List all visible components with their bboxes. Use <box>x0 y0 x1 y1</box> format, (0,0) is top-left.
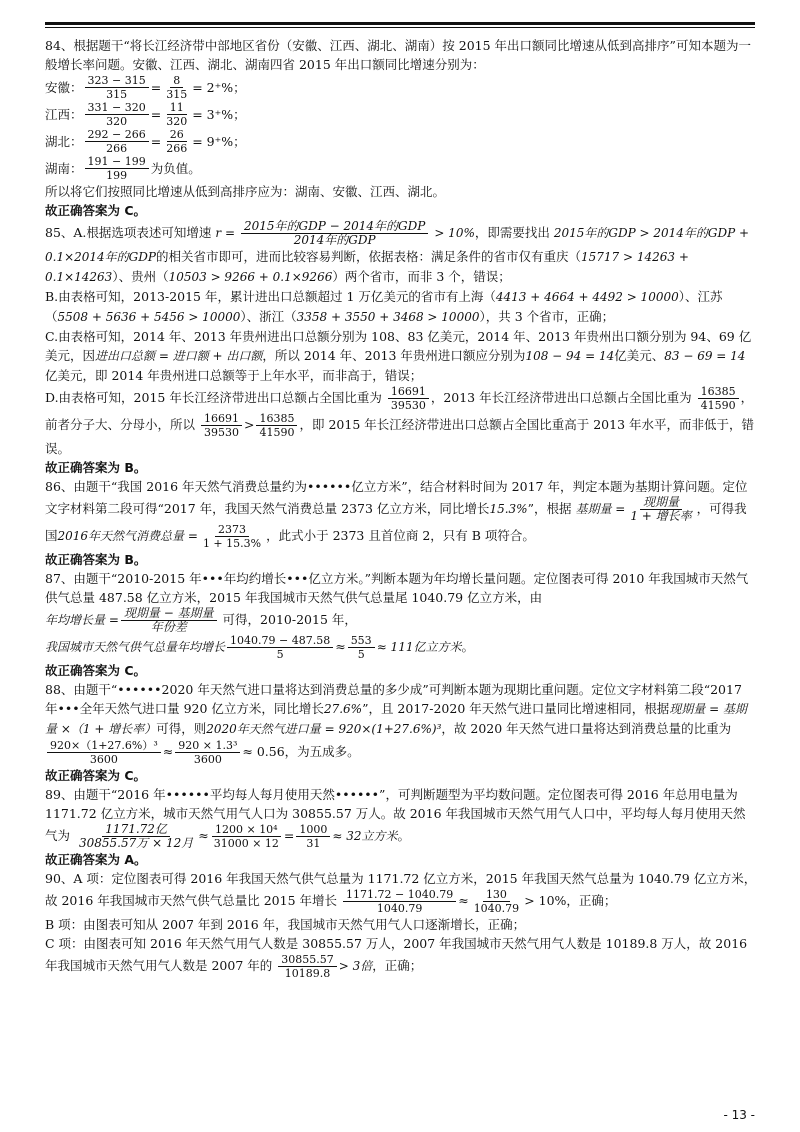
fraction: $\frac{1171.72 - 1040.79}{1040.79}$ <box>343 888 456 915</box>
question-86 <box>45 477 757 569</box>
fraction: $\frac{11}{320}$ <box>166 101 188 128</box>
fraction: $\frac{2373}{1 + 15.3\%}$ <box>202 523 262 550</box>
q90-option-c: C 项：由图表可知 2016 年天然气用气人数是 30855.57 万人，2007 年我国城市天然气用气人数是 10189.8 万人，故 2016 年我国城市天然气用气人数是 2007 年的 $\frac{30855.57}{10189.8}$ > 3倍，正确； <box>45 936 748 980</box>
question-88 <box>45 680 757 785</box>
fraction: 191 − 199 199 <box>85 155 149 182</box>
page-number: - 13 - <box>723 1108 755 1122</box>
document-body <box>45 36 757 980</box>
q90-option-a: 90、A 项：定位图表可得 2016 年我国天然气供气总量为 1171.72 亿立方米，2015 年我国天然气总量为 1040.79 亿立方米，故 2016 年我国城市天然气供气总量比 2015 年增长 $\frac{1171.72 - 1040.79}{1040.79}$ ≈ $\frac{130}{1040.79}$ > 10%，正确； <box>45 871 757 915</box>
fraction: 2015年的GDP − 2014年的GDP 2014年的GDP <box>241 220 428 247</box>
q84-row-hunan: 湖南： 191 − 199 199 为负值。 <box>45 155 201 182</box>
q87-answer: 故正确答案为 C。 <box>45 663 147 678</box>
fraction: $\frac{331 - 320}{320}$ <box>85 101 149 128</box>
fraction: $\frac{26}{266}$ <box>166 128 188 155</box>
fraction: $\frac{1040.79 - 487.58}{5}$ <box>227 634 333 661</box>
question-84 <box>45 36 757 220</box>
q87-text: 87、由题干“2010-2015 年•••年均约增长•••亿立方米。”判断本题为年均增长量问题。定位图表可得 2010 年我国城市天然气供气总量 487.58 亿立方米，2015 年我国城市天然气供气总量尾 1040.79 亿立方米，由 年均增长量 = 现期量 − 基期量 年份差 可得，2010-2015 年， 我国城市天然气供气总量年均增长 $\frac{1040.79 - 487.58}{5}$ ≈ $\frac{553}{5}$ ≈ 111亿立方米。 <box>45 571 749 661</box>
q85-answer: 故正确答案为 B。 <box>45 460 147 475</box>
header-rule-thick <box>45 22 755 25</box>
fraction: $\frac{\text{920 × 1.3³}}{3600}$ <box>175 739 240 766</box>
question-89 <box>45 785 757 869</box>
question-90 <box>45 869 757 980</box>
q84-answer: 故正确答案为 C。 <box>45 203 147 218</box>
q89-text: 89、由题干“2016 年••••••平均每人每月使用天然••••••”，可判断题型为平均数问题。定位图表可得 2016 年总用电量为 1171.72 亿立方米，城市天然气用气人口为 30855.57 万人。故 2016 年我国城市天然气用气人口中，平均每人每月使用天然气为 1171.72亿 30855.57万 × 12月 ≈ $\frac{\text{1200 × 10⁴}}{31000 \times 12}$ = $\frac{1000}{31}$ ≈ 32立方米。 <box>45 787 746 850</box>
fraction: $\frac{553}{5}$ <box>348 634 375 661</box>
q85-option-c: C.由表格可知，2014 年、2013 年贵州进出口总额分别为 108、83 亿美元，2014 年、2013 年贵州出口额分别为 94、69 亿美元，因进出口总额 = 进口额 + 出口额，所以 2014 年、2013 年贵州进口额应分别为108 − 94 = 14亿美元、83 − 69 = 14亿美元，即 2014 年贵州进口总额等于上年水平，而非高于，错误； <box>45 329 752 383</box>
fraction: $\frac{323 - 315}{315}$ <box>85 74 149 101</box>
q88-text: 88、由题干“••••••2020 年天然气进口量将达到消费总量的多少成”可判断本题为现期比重问题。定位文字材料第二段“2017 年•••全年天然气进口量 920 亿立方米，同比增长27.6%”，且 2017-2020 年天然气进口量同比增速相同，根据现期量 = 基期量 ×（1 + 增长率）可得，则2020年天然气进口量 = 920×(1+27.6%)³，故 2020 年天然气进口量将达到消费总量的比重为 $\frac{\text{920×（1+27.6\%）³}}{3600}$ ≈ $\frac{\text{920 × 1.3³}}{3600}$ ≈ 0.56，为五成多。 <box>45 682 747 766</box>
fraction: $\frac{16691}{39530}$ <box>201 412 242 439</box>
fraction: $\frac{292 - 266}{266}$ <box>85 128 149 155</box>
fraction: $\frac{16691}{39530}$ <box>388 385 429 412</box>
fraction: $\frac{\text{920×（1+27.6\%）³}}{3600}$ <box>47 739 161 766</box>
fraction: $\frac{30855.57}{10189.8}$ <box>278 953 337 980</box>
q85-option-b: B.由表格可知，2013-2015 年，累计进出口总额超过 1 万亿美元的省市有上海（4413 + 4664 + 4492 > 10000）、江苏（5508 + 5636 + 5456 > 10000）、浙江（3358 + 3550 + 3468 > 10000），共 3 个省市，正确； <box>45 289 723 324</box>
fraction: $\frac{1000}{31}$ <box>296 823 330 850</box>
header-rule-thin <box>45 27 755 28</box>
fraction: 现期量 − 基期量 年份差 <box>121 607 217 634</box>
q84-row-jiangxi: 江西： $\frac{331 - 320}{320}$ = $\frac{11}{320}$ = 3⁺% ； <box>45 101 246 128</box>
fraction: 1171.72亿 30855.57万 × 12月 <box>79 822 194 850</box>
q88-answer: 故正确答案为 C。 <box>45 768 147 783</box>
q86-text: 86、由题干“我国 2016 年天然气消费总量约为••••••亿立方米”，结合材料时间为 2017 年，判定本题为基期计算问题。定位文字材料第二段可得“2017 年，我国天然气消费总量 2373 亿立方米，同比增长15.3%”，根据 基期量 = 现期量 1 + 增长率 ，可得我国2016年天然气消费总量 = $\frac{2373}{1 + 15.3\%}$ ，此式小于 2373 且首位商 2，只有 B 项符合。 <box>45 479 748 550</box>
q89-answer: 故正确答案为 A。 <box>45 852 147 867</box>
fraction: 现期量 1 + 增长率 <box>630 495 692 523</box>
q90-option-b: B 项：由图表可知从 2007 年到 2016 年，我国城市天然气用气人口逐渐增长，正确； <box>45 917 526 932</box>
q84-conclusion: 所以将它们按照同比增速从低到高排序应为：湖南、安徽、江西、湖北。 <box>45 184 446 199</box>
q85-option-d: D.由表格可知，2015 年长江经济带进出口总额占全国比重为 $\frac{16691}{39530}$ ，2013 年长江经济带进出口总额占全国比重为 $\frac{16385}{41590}$ ，前者分子大、分母小，所以 $\frac{16691}{39530}$ > $\frac{16385}{41590}$ ，即 2015 年长江经济带进出口总额占全国比重高于 2013 年水平，而非低于，错误。 <box>45 385 755 456</box>
fraction: $\frac{16385}{41590}$ <box>256 412 297 439</box>
question-85 <box>45 220 757 477</box>
fraction: $\frac{16385}{41590}$ <box>698 385 739 412</box>
fraction: $\frac{8}{315}$ <box>166 74 188 101</box>
q84-row-anhui: 安徽： $\frac{323 - 315}{315}$ = $\frac{8}{315}$ = 2⁺% ； <box>45 74 246 101</box>
q84-intro: 84、根据题干“将长江经济带中部地区省份（安徽、江西、湖北、湖南）按 2015 年出口额同比增速从低到高排序”可知本题为一般增长率问题。安徽、江西、湖北、湖南四省 2015 年出口额同比增速分别为： <box>45 38 751 72</box>
question-87 <box>45 569 757 680</box>
q86-answer: 故正确答案为 B。 <box>45 552 147 567</box>
q84-row-hubei: 湖北： $\frac{292 - 266}{266}$ = $\frac{26}{266}$ = 9⁺% ； <box>45 128 246 155</box>
q85-option-a: 85、A.根据选项表述可知增速 r = 2015年的GDP − 2014年的GDP 2014年的GDP > 10%，即需要找出 2015年的GDP > 2014年的GDP + 0.1×2014年的GDP的相关省市即可，进而比较容易判断，依据表格：满足条件的省市仅有重庆（15717 > 14263 + 0.1×14263）、贵州（10503 > 9266 + 0.1×9266）两个省市，而非 3 个，错误； <box>45 219 750 284</box>
fraction: $\frac{\text{1200 × 10⁴}}{31000 \times 12}$ <box>213 823 279 850</box>
fraction: $\frac{130}{1040.79}$ <box>473 888 520 915</box>
